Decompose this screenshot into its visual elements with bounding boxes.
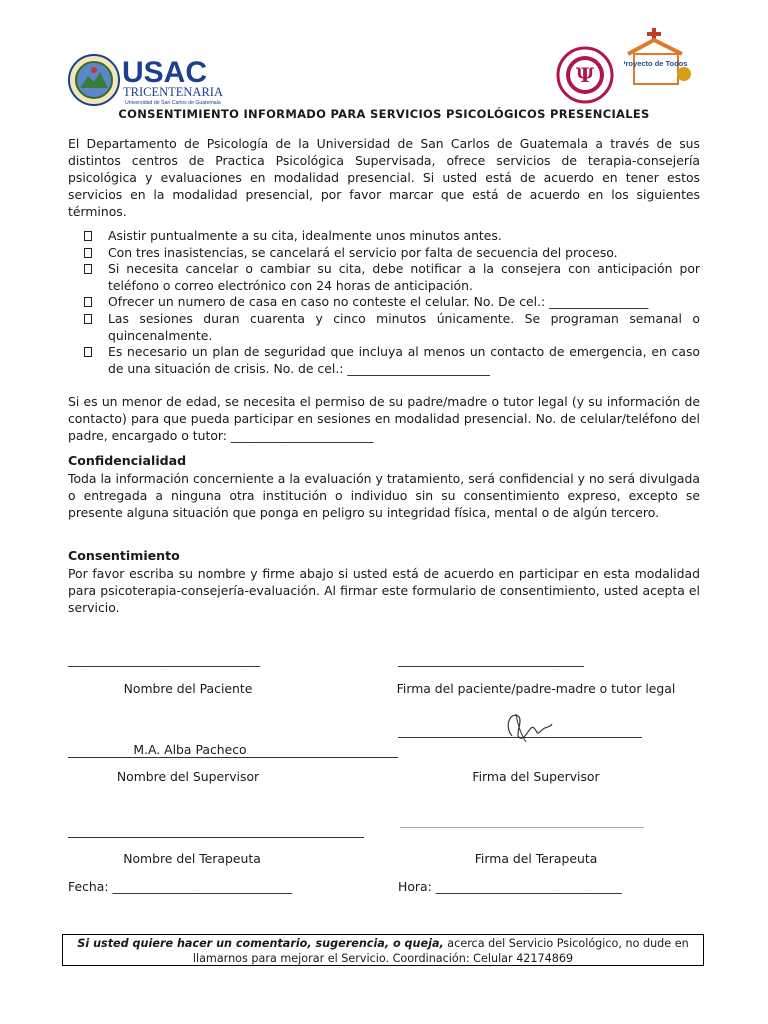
term-item: Ofrecer un numero de casa en caso no conteste el celular. No. De cel.: ________________	[84, 294, 700, 311]
therapist-name-label: Nombre del Terapeuta	[123, 851, 261, 866]
guardian-signature-line[interactable]: ______________________________	[398, 652, 584, 667]
therapist-name-line[interactable]	[68, 837, 364, 838]
patient-name-label: Nombre del Paciente	[123, 681, 253, 696]
patient-name-line[interactable]: _______________________________	[68, 652, 261, 667]
supervisor-handwritten-signature	[500, 706, 560, 746]
footer-bold-text: Si usted quiere hacer un comentario, sugerencia, o queja,	[77, 937, 444, 950]
therapist-signature-line[interactable]	[400, 827, 644, 828]
page-title: CONSENTIMIENTO INFORMADO PARA SERVICIOS PSICOLÓGICOS PRESENCIALES	[118, 107, 650, 121]
term-item: Las sesiones duran cuarenta y cinco minutos únicamente. Se programan semanal o quincenalmente.	[84, 311, 700, 344]
consent-heading: Consentimiento	[68, 548, 180, 563]
checkbox[interactable]	[84, 314, 92, 324]
checkbox[interactable]	[84, 231, 92, 241]
consent-paragraph: Por favor escriba su nombre y firme abajo si usted está de acuerdo en participar en esta modalidad para psicoterapia-consejería-evaluación. Al firmar este formulario de consentimiento, usted acepta el servicio.	[68, 566, 700, 615]
checkbox[interactable]	[84, 347, 92, 357]
svg-text:Ψ: Ψ	[575, 63, 595, 87]
date-field[interactable]: Fecha: _____________________________	[68, 879, 293, 894]
usac-seal-icon	[68, 52, 238, 108]
therapist-signature-label: Firma del Terapeuta	[474, 851, 598, 866]
term-item: Asistir puntualmente a su cita, idealmente unos minutos antes.	[84, 228, 700, 245]
terms-list	[84, 228, 700, 377]
guardian-signature-label: Firma del paciente/padre-madre o tutor legal	[396, 681, 676, 696]
proyecto-logo-text: Proyecto de Todos	[624, 59, 688, 68]
checkbox[interactable]	[84, 248, 92, 258]
time-field[interactable]: Hora: ______________________________	[398, 879, 622, 894]
term-item: Es necesario un plan de seguridad que incluya al menos un contacto de emergencia, en caso de una situación de crisis. No. de cel.: _______________________	[84, 344, 700, 377]
supervisor-name-label: Nombre del Supervisor	[116, 769, 260, 784]
church-icon	[624, 28, 696, 90]
usac-logo	[68, 52, 238, 108]
confidentiality-paragraph: Toda la información concerniente a la evaluación y tratamiento, será confidencial y no será divulgada o entregada a ninguna otra institución o individuo sin su consentimiento expreso, excepto se presente alguna situación que ponga en peligro su integridad física, mental o de algún tercero.	[68, 471, 700, 520]
minor-paragraph: Si es un menor de edad, se necesita el permiso de su padre/madre o tutor legal (y su información de contacto) para que pueda participar en sesiones en modalidad presencial. No. de celular/teléfono del padre, encargado o tutor: _______________________	[68, 394, 700, 443]
psychology-logo	[556, 46, 614, 104]
usac-logo-sub: TRICENTENARIA	[123, 85, 223, 99]
intro-paragraph: El Departamento de Psicología de la Universidad de San Carlos de Guatemala a través de sus distintos centros de Practica Psicológica Supervisada, ofrece servicios de terapia-consejería psicológica y evaluaciones en modalidad presencial. Si usted está de acuerdo en tener estos servicios en la modalidad presencial, por favor marcar que está de acuerdo en los siguientes términos.	[68, 136, 700, 219]
supervisor-name-line	[68, 757, 398, 758]
term-item: Si necesita cancelar o cambiar su cita, debe notificar a la consejera con anticipación por teléfono o correo electrónico con 24 horas de anticipación.	[84, 261, 700, 294]
supervisor-signature-line	[398, 737, 642, 738]
usac-logo-text: USAC	[122, 56, 208, 89]
checkbox[interactable]	[84, 264, 92, 274]
footer-text: acerca del Servicio Psicológico, no dude en llamarnos para mejorar el Servicio. Coordinación: Celular 42174869	[192, 937, 689, 965]
checkbox[interactable]	[84, 297, 92, 307]
supervisor-signature-label: Firma del Supervisor	[472, 769, 600, 784]
psi-icon	[556, 46, 614, 104]
confidentiality-heading: Confidencialidad	[68, 453, 187, 468]
supervisor-name: M.A. Alba Pacheco	[133, 742, 247, 757]
term-item: Con tres inasistencias, se cancelará el servicio por falta de secuencia del proceso.	[84, 245, 700, 262]
proyecto-de-todos-logo	[624, 28, 696, 90]
footer-contact-box	[62, 934, 704, 966]
usac-logo-caption: Universidad de San Carlos de Guatemala	[125, 100, 221, 106]
